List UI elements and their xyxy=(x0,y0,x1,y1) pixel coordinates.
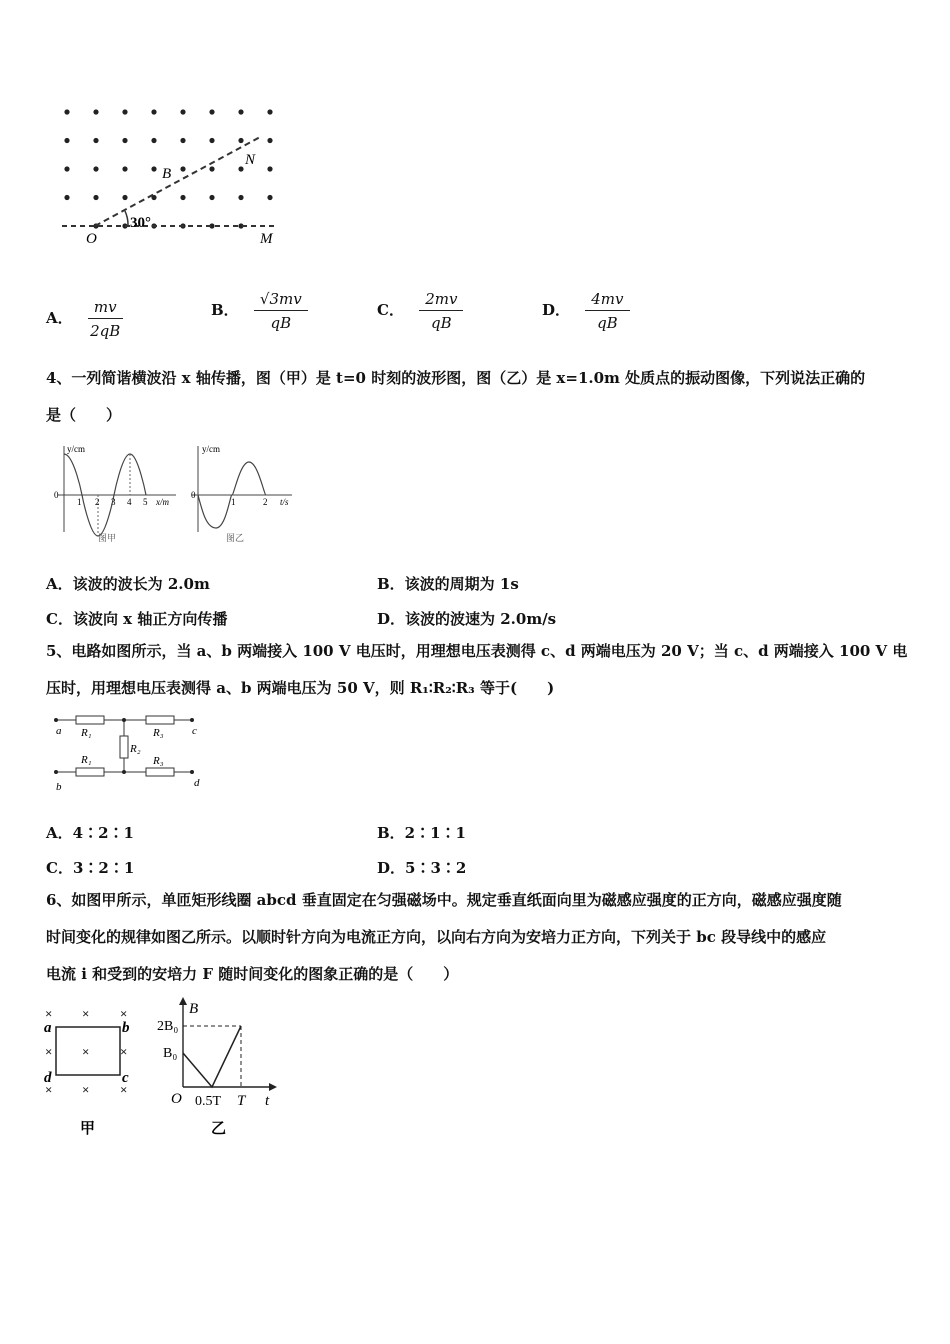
fraction: $\frac{mv}{2qB}$ xyxy=(88,298,123,340)
svg-text:2: 2 xyxy=(263,497,268,507)
svg-text:t/s: t/s xyxy=(280,497,289,507)
fraction: $\frac{√3mv}{qB}$ xyxy=(254,290,308,332)
field-dot xyxy=(180,109,185,114)
field-dot xyxy=(122,166,127,171)
q4-stem xyxy=(46,360,908,434)
field-dot xyxy=(122,109,127,114)
svg-text:图甲: 图甲 xyxy=(98,533,117,543)
svg-text:t: t xyxy=(265,1093,270,1109)
field-dot xyxy=(267,109,272,114)
svg-text:×: × xyxy=(82,1044,90,1059)
q5-option-a[interactable]: A．4∶2∶1 xyxy=(46,824,134,842)
field-dot xyxy=(209,138,214,143)
option-letter: D． xyxy=(542,301,571,319)
field-dot xyxy=(93,138,98,143)
svg-text:×: × xyxy=(120,1044,128,1059)
field-dot xyxy=(209,109,214,114)
svg-text:B: B xyxy=(189,1001,199,1017)
field-dot xyxy=(238,166,243,171)
fraction: $\frac{2mv}{qB}$ xyxy=(419,290,463,332)
q5-option-d[interactable]: D．5∶3∶2 xyxy=(377,859,467,877)
svg-text:×: × xyxy=(82,1006,90,1021)
field-dot xyxy=(151,109,156,114)
svg-text:5: 5 xyxy=(143,497,148,507)
svg-text:c: c xyxy=(192,725,197,737)
field-dot xyxy=(238,138,243,143)
option-letter: C． xyxy=(377,301,404,319)
svg-text:y/cm: y/cm xyxy=(67,444,85,454)
q4-option-c[interactable]: C．该波向 x 轴正方向传播 xyxy=(46,610,228,628)
field-dot xyxy=(151,138,156,143)
svg-text:1: 1 xyxy=(231,497,236,507)
field-dot xyxy=(238,109,243,114)
svg-text:B₀: B₀ xyxy=(163,1046,178,1061)
q6-line1: 6、如图甲所示，单匝矩形线圈 abcd 垂直固定在匀强磁场中。规定垂直纸面向里为磁感应强度的正方向，磁感应强度随 xyxy=(46,891,842,909)
q3-field-figure xyxy=(50,98,290,258)
option-letter: A． xyxy=(46,309,73,327)
svg-text:4: 4 xyxy=(127,497,132,507)
field-dot xyxy=(93,195,98,200)
q5-option-c[interactable]: C．3∶2∶1 xyxy=(46,859,135,877)
svg-text:×: × xyxy=(45,1044,53,1059)
svg-text:R₂: R₂ xyxy=(130,743,141,755)
svg-text:0: 0 xyxy=(54,490,59,500)
svg-text:乙: 乙 xyxy=(211,1121,227,1137)
field-dot xyxy=(209,166,214,171)
svg-text:c: c xyxy=(122,1070,129,1086)
field-dot xyxy=(122,195,127,200)
field-dot xyxy=(151,166,156,171)
field-dot xyxy=(267,138,272,143)
svg-text:d: d xyxy=(44,1070,52,1086)
field-dot xyxy=(209,195,214,200)
q3-option-b[interactable] xyxy=(211,290,308,332)
svg-text:x/m: x/m xyxy=(156,497,169,507)
svg-text:0: 0 xyxy=(191,490,196,500)
field-dot xyxy=(93,166,98,171)
q3-option-a[interactable] xyxy=(46,298,123,340)
q5-line1: 5、电路如图所示，当 a、b 两端接入 100 V 电压时，用理想电压表测得 c、d 两端电压为 20 V；当 c、d 两端接入 100 V 电 xyxy=(46,642,908,660)
q4-option-a[interactable]: A．该波的波长为 2.0m xyxy=(46,575,210,593)
svg-text:×: × xyxy=(45,1006,53,1021)
q3-option-c[interactable] xyxy=(377,290,463,332)
q4-figure-jia xyxy=(48,440,183,550)
label-o: O xyxy=(86,231,97,247)
svg-text:R₃: R₃ xyxy=(153,755,164,767)
option-letter: B． xyxy=(211,301,239,319)
q4-figure-yi xyxy=(188,440,298,550)
svg-text:×: × xyxy=(45,1082,53,1097)
q6-figure-jia xyxy=(40,1005,140,1140)
svg-text:a: a xyxy=(44,1020,52,1036)
field-dot xyxy=(64,138,69,143)
field-dot xyxy=(267,195,272,200)
svg-text:1: 1 xyxy=(77,497,82,507)
svg-text:2B₀: 2B₀ xyxy=(157,1019,179,1034)
svg-text:3: 3 xyxy=(111,497,116,507)
q4-option-d[interactable]: D．该波的波速为 2.0m/s xyxy=(377,610,557,628)
label-m: M xyxy=(260,231,273,247)
svg-text:×: × xyxy=(82,1082,90,1097)
q6-figure-yi xyxy=(155,995,285,1140)
field-dot xyxy=(238,195,243,200)
svg-text:d: d xyxy=(194,777,200,789)
q5-stem xyxy=(46,633,908,707)
field-dot xyxy=(93,109,98,114)
svg-text:2: 2 xyxy=(95,497,100,507)
field-dot xyxy=(180,138,185,143)
q3-option-d[interactable] xyxy=(542,290,630,332)
q4-line2: 是（ ） xyxy=(46,406,122,424)
svg-text:×: × xyxy=(120,1006,128,1021)
svg-text:R₁: R₁ xyxy=(81,754,92,766)
q4-line1: 4、一列简谐横波沿 x 轴传播，图（甲）是 t=0 时刻的波形图，图（乙）是 x=1.0m 处质点的振动图像，下列说法正确的 xyxy=(46,369,866,387)
field-dot xyxy=(64,166,69,171)
svg-text:图乙: 图乙 xyxy=(226,533,245,543)
q5-option-b[interactable]: B．2∶1∶1 xyxy=(377,824,466,842)
svg-text:a: a xyxy=(56,725,62,737)
svg-text:b: b xyxy=(56,781,62,793)
svg-text:R₁: R₁ xyxy=(81,727,92,739)
svg-text:T: T xyxy=(237,1093,246,1109)
angle-label: 30° xyxy=(130,215,151,231)
label-n: N xyxy=(245,152,256,168)
q5-line2: 压时，用理想电压表测得 a、b 两端电压为 50 V，则 R₁∶R₂∶R₃ 等于( ) xyxy=(46,679,555,697)
q6-line3: 电流 i 和受到的安培力 F 随时间变化的图象正确的是（ ） xyxy=(46,965,459,983)
svg-text:甲: 甲 xyxy=(80,1121,96,1137)
field-dot xyxy=(64,195,69,200)
svg-text:y/cm: y/cm xyxy=(202,444,220,454)
fraction: $\frac{4mv}{qB}$ xyxy=(585,290,629,332)
field-dot xyxy=(267,166,272,171)
q5-circuit xyxy=(48,708,218,798)
on-line xyxy=(95,136,262,226)
label-b: B xyxy=(162,166,172,182)
q6-stem xyxy=(46,882,908,993)
svg-text:R₃: R₃ xyxy=(153,727,164,739)
field-dot xyxy=(180,166,185,171)
svg-text:b: b xyxy=(122,1020,130,1036)
svg-text:O: O xyxy=(171,1091,182,1107)
field-dot xyxy=(64,109,69,114)
q4-option-b[interactable]: B．该波的周期为 1s xyxy=(377,575,519,593)
q6-line2: 时间变化的规律如图乙所示。以顺时针方向为电流正方向，以向右方向为安培力正方向，下列关于 bc 段导线中的感应 xyxy=(46,928,827,946)
field-dot xyxy=(122,138,127,143)
field-dot xyxy=(180,195,185,200)
svg-text:0.5T: 0.5T xyxy=(195,1094,222,1109)
svg-text:×: × xyxy=(120,1082,128,1097)
